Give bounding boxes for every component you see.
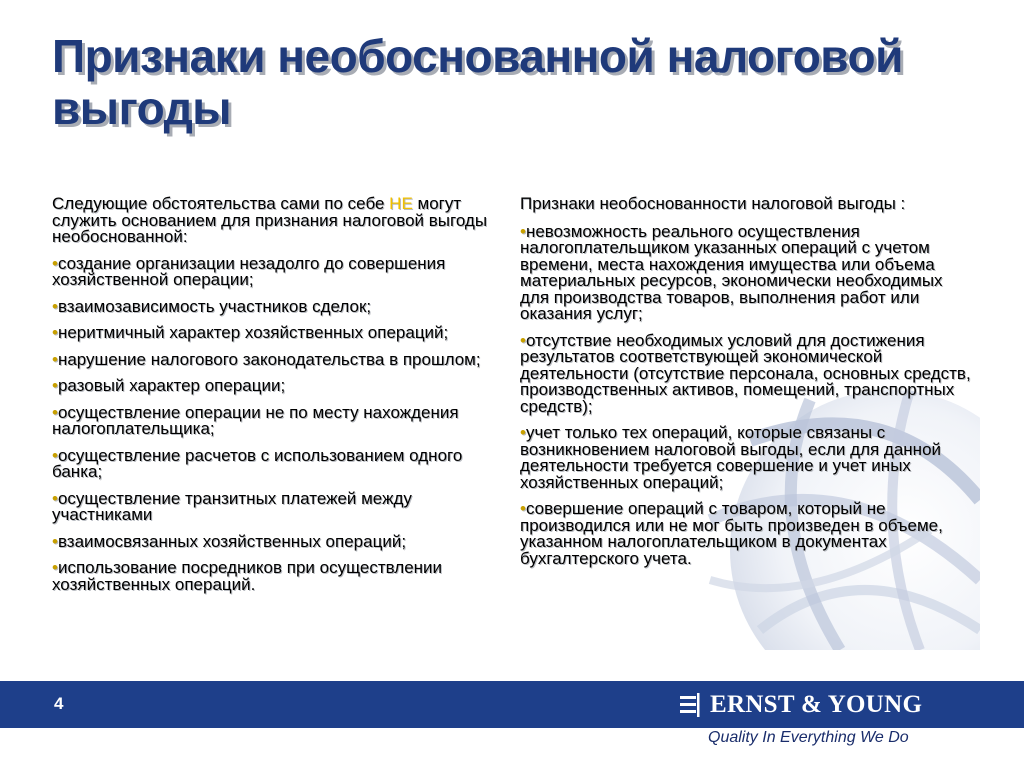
list-item [52, 531, 492, 551]
list-item [520, 501, 976, 567]
left-bullet-list [52, 253, 492, 594]
list-item [520, 425, 976, 491]
bullet-icon: • [520, 221, 526, 241]
bullet-icon: • [52, 445, 58, 465]
bullet-icon: • [520, 499, 526, 518]
ernst-young-logo [680, 690, 922, 720]
bullet-icon: • [52, 296, 58, 316]
bullet-icon: • [52, 531, 58, 551]
bullet-icon: • [520, 330, 526, 350]
list-item-text: отсутствие необходимых условий для достижения результатов соответствующей экономической деятельности (отсутствие персонала, основных средств, производственных активов, помещений, транспортных средств); [520, 330, 971, 416]
logo-text: ERNST & YOUNG [710, 691, 923, 718]
list-item-text: использование посредников при осуществлении хозяйственных операций. [52, 558, 443, 594]
list-item [52, 560, 492, 593]
left-intro-highlight: НЕ [389, 194, 413, 213]
bullet-icon: • [52, 253, 58, 273]
list-item-text: создание организации незадолго до совершения хозяйственной операции; [52, 253, 446, 289]
list-item-text: осуществление расчетов с использованием одного банка; [52, 445, 463, 481]
list-item [52, 296, 492, 316]
ey-bars-logo-icon [680, 693, 702, 717]
list-item [52, 488, 492, 524]
right-bullet-list [520, 221, 976, 568]
left-intro-before: Следующие обстоятельства сами по себе [52, 194, 390, 213]
list-item-text: учет только тех операций, которые связаны с возникновением налоговой выгоды, если для данной деятельности требуется совершение и учет иных хозяйственных операций; [520, 423, 942, 492]
list-item [52, 402, 492, 438]
list-item-text: нарушение налогового законодательства в прошлом; [57, 349, 481, 369]
page-title: Признаки необоснованной налоговой выгоды [52, 30, 903, 134]
list-item-text: разовый характер операции; [57, 376, 286, 395]
list-item-text: взаимозависимость участников сделок; [57, 296, 372, 316]
left-intro-after: могут служить основанием для признания налоговой выгоды необоснованной: [52, 194, 488, 246]
bullet-icon: • [52, 376, 58, 395]
list-item [52, 349, 492, 369]
bullet-icon: • [52, 323, 58, 342]
right-intro: Признаки необоснованности налоговой выгоды : [520, 194, 906, 213]
bullet-icon: • [52, 488, 58, 508]
list-item-text: взаимосвязанных хозяйственных операций; [57, 531, 407, 551]
list-item [52, 325, 492, 342]
page-number: 4 [54, 694, 64, 713]
bullet-icon: • [52, 402, 58, 422]
list-item-text: невозможность реального осуществления налогоплательщиком указанных операций с учетом времени, места нахождения имущества или объема материальных ресурсов, экономически необходимых для производства товаров, выполнения работ или оказания услуг; [520, 221, 943, 323]
bullet-icon: • [52, 558, 58, 577]
list-item-text: осуществление операции не по месту нахождения налогоплательщика; [52, 402, 459, 438]
footer-band [0, 681, 1024, 728]
right-column [520, 196, 976, 577]
left-column [52, 196, 492, 603]
list-item-text: осуществление транзитных платежей между участниками [52, 488, 412, 524]
list-item [52, 445, 492, 481]
bullet-icon: • [52, 349, 58, 369]
list-item [52, 378, 492, 395]
list-item [520, 330, 976, 416]
bullet-icon: • [520, 423, 526, 442]
list-item [52, 253, 492, 289]
list-item-text: неритмичный характер хозяйственных операций; [57, 323, 449, 342]
tagline: Quality In Everything We Do [708, 729, 909, 746]
left-intro [52, 196, 492, 246]
list-item-text: совершение операций с товаром, который не производился или не мог быть произведен в объеме, указанном налогоплательщиком в документах бухгалтерского учета. [520, 499, 943, 568]
list-item [520, 221, 976, 323]
